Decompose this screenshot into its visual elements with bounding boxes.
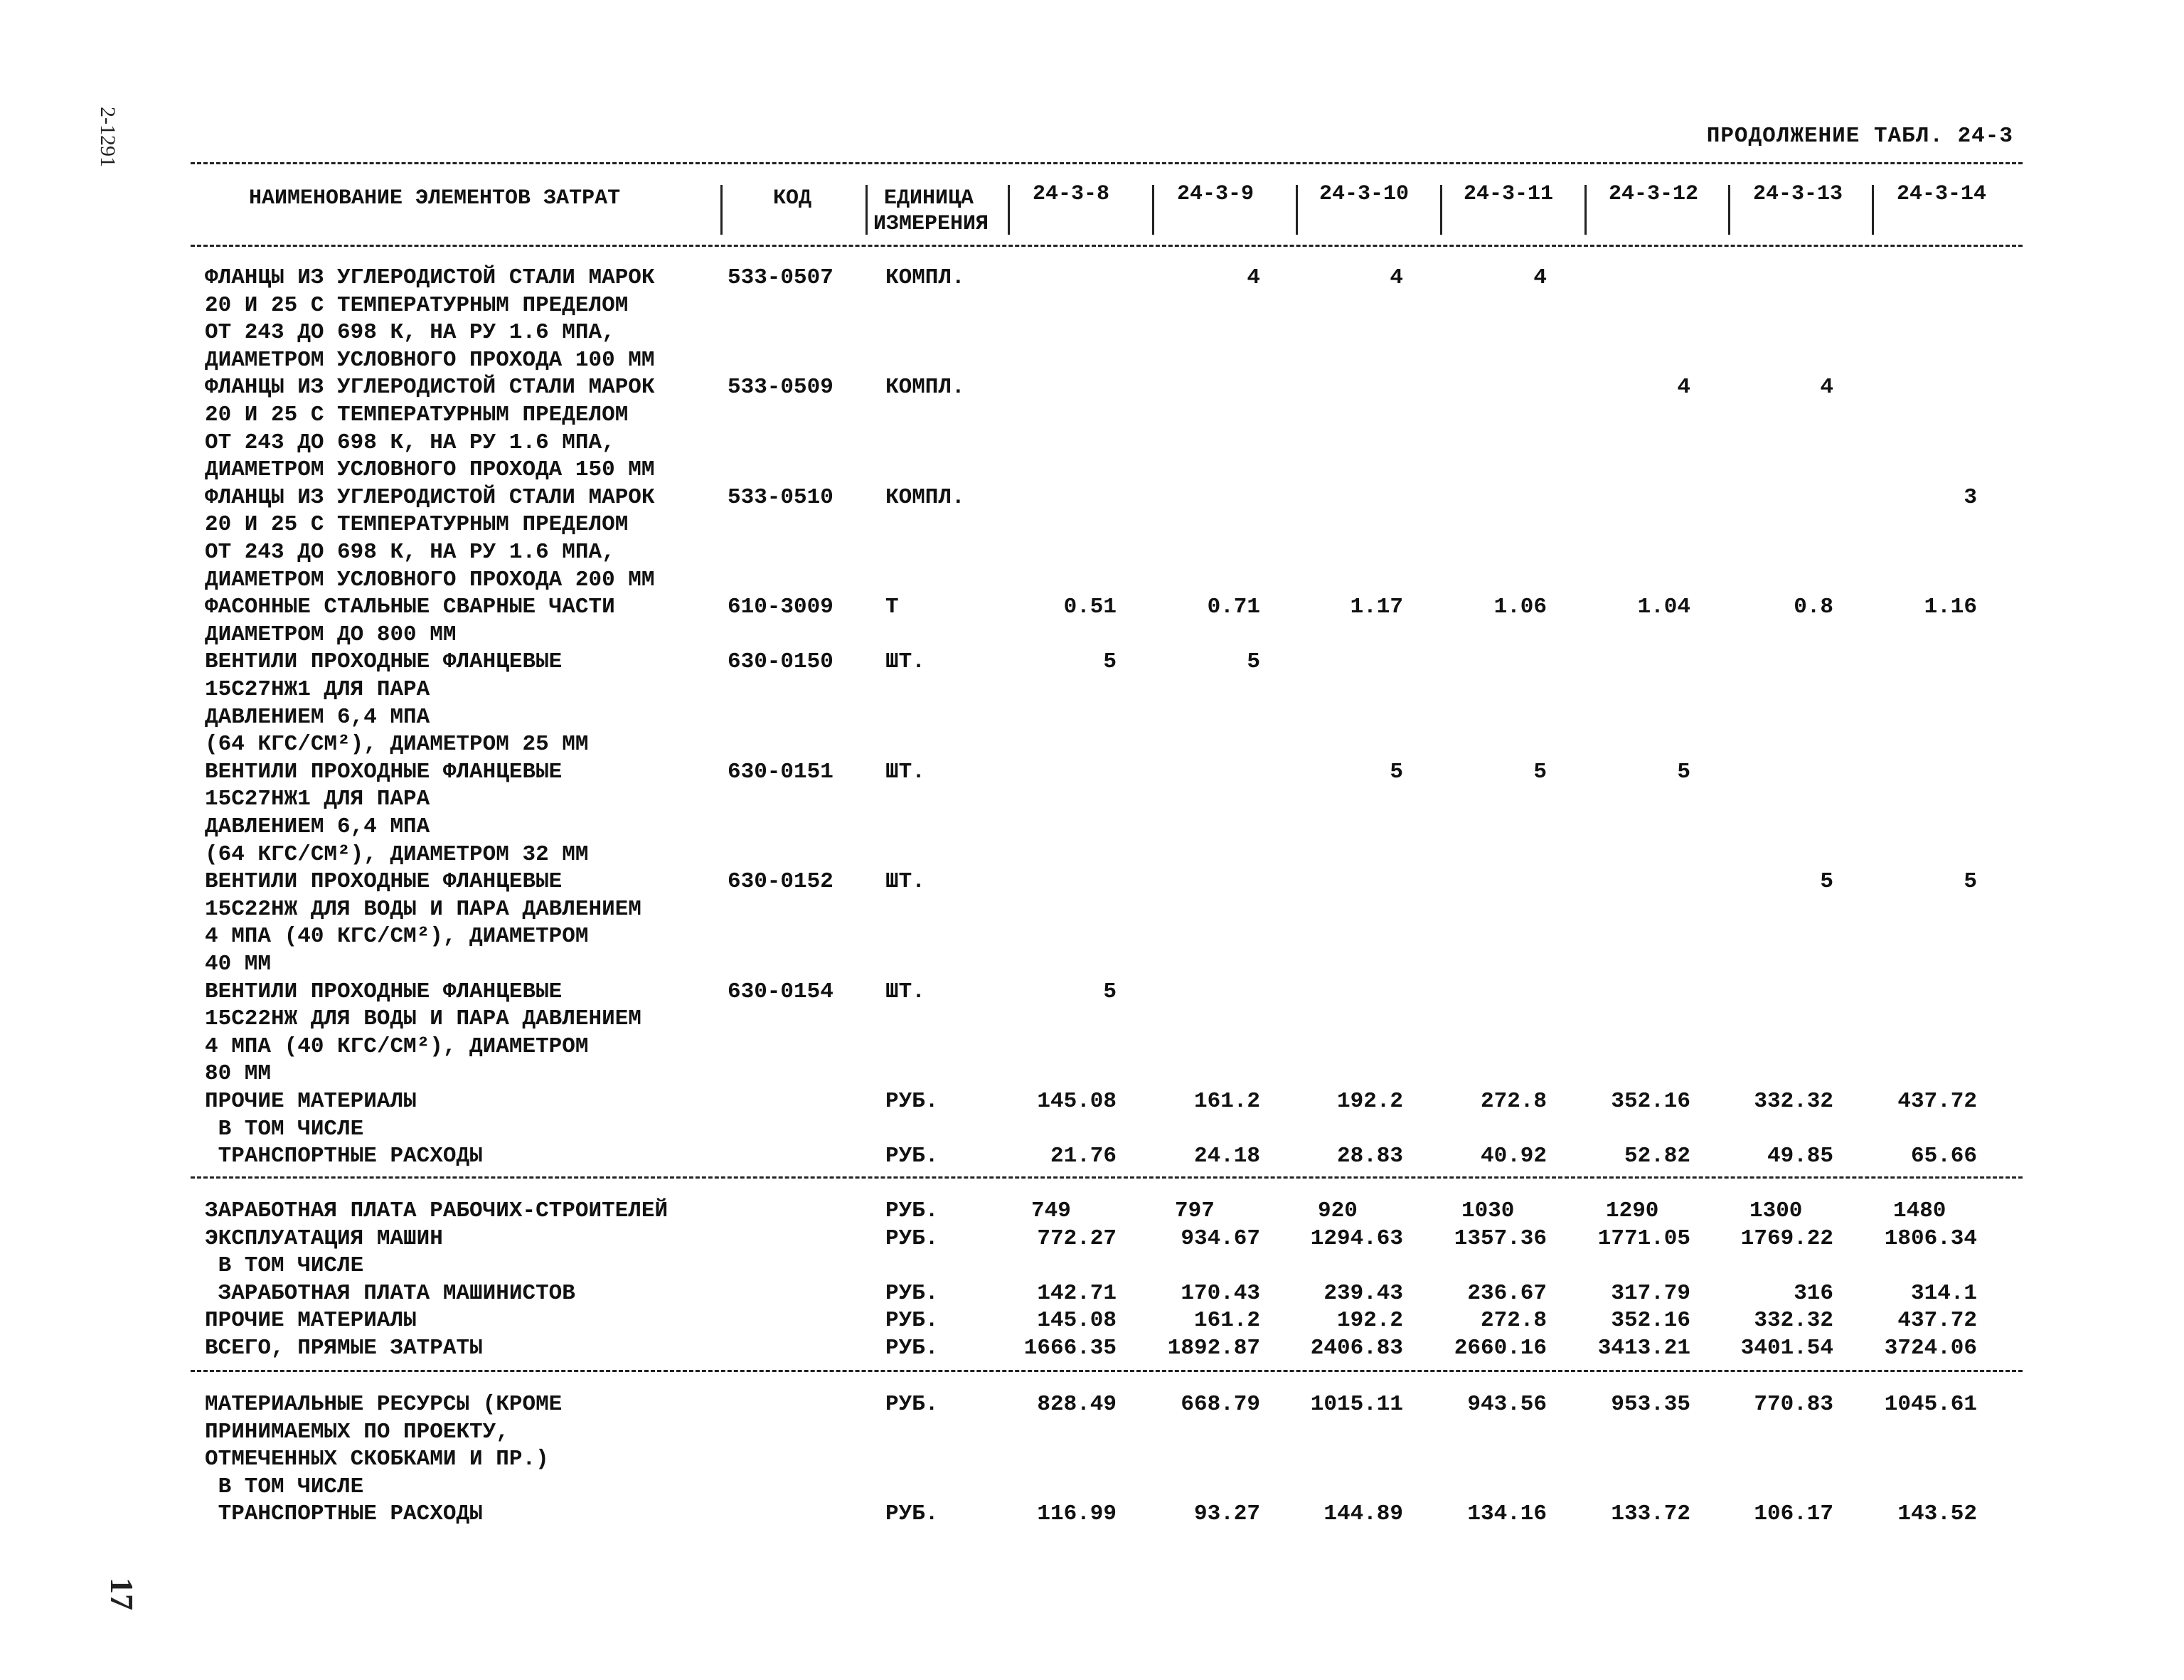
row-unit: РУБ. (885, 1280, 939, 1306)
row-value: 749 (1031, 1198, 1071, 1223)
row-value: 1290 (1606, 1198, 1659, 1223)
row-value: 316 (1794, 1280, 1833, 1306)
row-value: 52.82 (1624, 1144, 1690, 1169)
row-name-line: 20 И 25 С ТЕМПЕРАТУРНЫМ ПРЕДЕЛОМ (205, 403, 629, 427)
header-divider (1584, 185, 1587, 235)
row-value: 1045.61 (1884, 1392, 1977, 1417)
row-value: 770.83 (1754, 1392, 1833, 1417)
row-value: 236.67 (1467, 1280, 1547, 1306)
rule-header-top (191, 162, 2023, 164)
row-unit: КОМПЛ. (885, 265, 965, 290)
row-unit: ШТ. (885, 979, 925, 1004)
row-name-line: ТРАНСПОРТНЫЕ РАСХОДЫ (205, 1144, 483, 1169)
row-value: 192.2 (1336, 1308, 1403, 1334)
row-value: 3413.21 (1597, 1336, 1690, 1361)
row-value: 953.35 (1611, 1392, 1690, 1417)
row-value: 3 (1964, 484, 1977, 510)
header-col: 24-3-12 (1609, 182, 1699, 206)
row-value: 40.92 (1480, 1144, 1547, 1169)
row-value: 0.8 (1794, 595, 1833, 620)
row-value: 5 (1247, 649, 1260, 675)
row-value: 5 (1964, 869, 1977, 895)
row-code: 533-0507 (728, 265, 833, 290)
row-name-line: В ТОМ ЧИСЛЕ (205, 1474, 364, 1499)
row-value: 116.99 (1037, 1501, 1117, 1527)
row-value: 1015.11 (1310, 1392, 1403, 1417)
row-code: 533-0509 (728, 375, 833, 400)
row-value: 2406.83 (1310, 1336, 1403, 1361)
row-value: 1.17 (1350, 595, 1403, 620)
row-name-line: ДАВЛЕНИЕМ 6,4 МПА (205, 704, 430, 730)
row-value: 5 (1103, 979, 1117, 1004)
row-name-line: ОТМЕЧЕННЫХ СКОБКАМИ И ПР.) (205, 1447, 549, 1472)
row-value: 1769.22 (1740, 1226, 1833, 1251)
row-name-line: ОТ 243 ДО 698 К, НА РУ 1.6 МПА, (205, 320, 615, 346)
row-value: 4 (1533, 265, 1547, 290)
row-value: 828.49 (1037, 1392, 1117, 1417)
row-value: 0.71 (1207, 595, 1260, 620)
row-value: 1.06 (1493, 595, 1547, 620)
row-name-line: ПРИНИМАЕМЫХ ПО ПРОЕКТУ, (205, 1419, 509, 1445)
row-unit: РУБ. (885, 1501, 939, 1527)
row-value: 437.72 (1897, 1089, 1977, 1114)
header-divider (1440, 185, 1442, 235)
row-name-line: ВСЕГО, ПРЯМЫЕ ЗАТРАТЫ (205, 1336, 483, 1361)
row-name-line: 4 МПА (40 КГС/СМ²), ДИАМЕТРОМ (205, 924, 589, 950)
row-name-line: ЭКСПЛУАТАЦИЯ МАШИН (205, 1226, 443, 1251)
row-value: 133.72 (1611, 1501, 1690, 1527)
row-unit: РУБ. (885, 1198, 939, 1223)
row-value: 49.85 (1767, 1144, 1833, 1169)
row-name-line: 15С22НЖ ДЛЯ ВОДЫ И ПАРА ДАВЛЕНИЕМ (205, 896, 641, 922)
row-value: 5 (1390, 759, 1403, 785)
header-unit: ЕДИНИЦА (884, 186, 974, 211)
row-name-line: ДИАМЕТРОМ УСЛОВНОГО ПРОХОДА 200 ММ (205, 567, 655, 592)
row-value: 314.1 (1910, 1280, 1977, 1306)
row-value: 65.66 (1910, 1144, 1977, 1169)
row-unit: РУБ. (885, 1089, 939, 1114)
row-value: 352.16 (1611, 1089, 1690, 1114)
row-value: 161.2 (1193, 1089, 1260, 1114)
row-value: 3401.54 (1740, 1336, 1833, 1361)
row-name-line: ВЕНТИЛИ ПРОХОДНЫЕ ФЛАНЦЕВЫЕ (205, 649, 563, 675)
row-unit: РУБ. (885, 1308, 939, 1334)
row-name-line: 15С27НЖ1 ДЛЯ ПАРА (205, 787, 430, 812)
header-name: НАИМЕНОВАНИЕ ЭЛЕМЕНТОВ ЗАТРАТ (249, 186, 621, 211)
row-name-line: ДИАМЕТРОМ УСЛОВНОГО ПРОХОДА 150 ММ (205, 457, 655, 483)
row-name-line: 15С27НЖ1 ДЛЯ ПАРА (205, 677, 430, 702)
row-value: 21.76 (1050, 1144, 1117, 1169)
row-name-line: МАТЕРИАЛЬНЫЕ РЕСУРСЫ (КРОМЕ (205, 1392, 563, 1417)
row-value: 920 (1318, 1198, 1358, 1223)
rule-section-2 (191, 1370, 2023, 1372)
row-value: 272.8 (1480, 1089, 1547, 1114)
row-value: 28.83 (1336, 1144, 1403, 1169)
row-value: 93.27 (1193, 1501, 1260, 1527)
row-value: 2660.16 (1454, 1336, 1547, 1361)
header-divider (1872, 185, 1874, 235)
row-name-line: ВЕНТИЛИ ПРОХОДНЫЕ ФЛАНЦЕВЫЕ (205, 979, 563, 1004)
row-unit: РУБ. (885, 1392, 939, 1417)
row-value: 1030 (1461, 1198, 1515, 1223)
row-unit: КОМПЛ. (885, 375, 965, 400)
row-name-line: ПРОЧИЕ МАТЕРИАЛЫ (205, 1089, 417, 1114)
header-col: 24-3-14 (1897, 182, 1987, 206)
row-name-line: 15С22НЖ ДЛЯ ВОДЫ И ПАРА ДАВЛЕНИЕМ (205, 1006, 641, 1032)
header-col: 24-3-9 (1177, 182, 1255, 206)
row-code: 610-3009 (728, 595, 833, 620)
rule-header-bottom (191, 245, 2023, 247)
row-value: 797 (1175, 1198, 1215, 1223)
row-value: 4 (1677, 375, 1690, 400)
header-col: 24-3-10 (1319, 182, 1410, 206)
row-value: 1771.05 (1597, 1226, 1690, 1251)
row-value: 332.32 (1754, 1308, 1833, 1334)
row-value: 106.17 (1754, 1501, 1833, 1527)
row-value: 332.32 (1754, 1089, 1833, 1114)
row-value: 352.16 (1611, 1308, 1690, 1334)
row-value: 239.43 (1323, 1280, 1403, 1306)
row-name-line: ДИАМЕТРОМ ДО 800 ММ (205, 622, 457, 647)
row-name-line: 20 И 25 С ТЕМПЕРАТУРНЫМ ПРЕДЕЛОМ (205, 512, 629, 538)
page-number: 17 (104, 1578, 140, 1610)
row-value: 1892.87 (1167, 1336, 1260, 1361)
row-name-line: (64 КГС/СМ²), ДИАМЕТРОМ 25 ММ (205, 732, 589, 757)
header-col: 24-3-13 (1753, 182, 1843, 206)
row-name-line: ДАВЛЕНИЕМ 6,4 МПА (205, 814, 430, 839)
row-name-line: ОТ 243 ДО 698 К, НА РУ 1.6 МПА, (205, 540, 615, 565)
header-divider (865, 185, 868, 235)
row-value: 668.79 (1181, 1392, 1260, 1417)
row-name-line: ФЛАНЦЫ ИЗ УГЛЕРОДИСТОЙ СТАЛИ МАРОК (205, 265, 655, 290)
header-divider (1152, 185, 1154, 235)
row-code: 630-0151 (728, 759, 833, 785)
row-name-line: ФЛАНЦЫ ИЗ УГЛЕРОДИСТОЙ СТАЛИ МАРОК (205, 375, 655, 400)
row-name-line: ОТ 243 ДО 698 К, НА РУ 1.6 МПА, (205, 430, 615, 455)
row-unit: РУБ. (885, 1336, 939, 1361)
row-value: 134.16 (1467, 1501, 1547, 1527)
row-value: 1357.36 (1454, 1226, 1547, 1251)
header-unit-line2: ИЗМЕРЕНИЯ (873, 212, 989, 236)
row-name-line: В ТОМ ЧИСЛЕ (205, 1253, 364, 1279)
row-unit: ШТ. (885, 759, 925, 785)
row-name-line: В ТОМ ЧИСЛЕ (205, 1116, 364, 1142)
row-value: 772.27 (1037, 1226, 1117, 1251)
row-value: 272.8 (1480, 1308, 1547, 1334)
row-value: 934.67 (1181, 1226, 1260, 1251)
row-value: 1480 (1893, 1198, 1946, 1223)
row-value: 1806.34 (1884, 1226, 1977, 1251)
row-value: 317.79 (1611, 1280, 1690, 1306)
row-unit: КОМПЛ. (885, 484, 965, 510)
row-code: 630-0152 (728, 869, 833, 895)
row-value: 192.2 (1336, 1089, 1403, 1114)
row-unit: Т (885, 595, 899, 620)
row-name-line: ДИАМЕТРОМ УСЛОВНОГО ПРОХОДА 100 ММ (205, 347, 655, 373)
header-divider (1296, 185, 1298, 235)
row-value: 145.08 (1037, 1089, 1117, 1114)
row-value: 1300 (1749, 1198, 1803, 1223)
rule-section-1 (191, 1176, 2023, 1179)
row-value: 5 (1677, 759, 1690, 785)
row-code: 630-0150 (728, 649, 833, 675)
row-value: 4 (1247, 265, 1260, 290)
header-col: 24-3-8 (1033, 182, 1110, 206)
row-value: 1294.63 (1310, 1226, 1403, 1251)
row-name-line: ЗАРАБОТНАЯ ПЛАТА МАШИНИСТОВ (205, 1280, 575, 1306)
row-value: 1666.35 (1023, 1336, 1117, 1361)
row-code: 533-0510 (728, 484, 833, 510)
row-value: 5 (1533, 759, 1547, 785)
header-code: КОД (773, 186, 812, 211)
row-value: 161.2 (1193, 1308, 1260, 1334)
row-value: 4 (1820, 375, 1833, 400)
row-name-line: ПРОЧИЕ МАТЕРИАЛЫ (205, 1308, 417, 1334)
row-value: 1.16 (1924, 595, 1977, 620)
row-value: 0.51 (1063, 595, 1117, 620)
row-name-line: ЗАРАБОТНАЯ ПЛАТА РАБОЧИХ-СТРОИТЕЛЕЙ (205, 1198, 668, 1223)
row-name-line: 40 ММ (205, 952, 272, 977)
row-name-line: ВЕНТИЛИ ПРОХОДНЫЕ ФЛАНЦЕВЫЕ (205, 759, 563, 785)
row-unit: РУБ. (885, 1226, 939, 1251)
row-name-line: 80 ММ (205, 1061, 272, 1087)
header-divider (720, 185, 723, 235)
row-value: 145.08 (1037, 1308, 1117, 1334)
row-name-line: 20 И 25 С ТЕМПЕРАТУРНЫМ ПРЕДЕЛОМ (205, 292, 629, 318)
row-value: 24.18 (1193, 1144, 1260, 1169)
header-divider (1728, 185, 1730, 235)
row-name-line: 4 МПА (40 КГС/СМ²), ДИАМЕТРОМ (205, 1033, 589, 1059)
row-name-line: ТРАНСПОРТНЫЕ РАСХОДЫ (205, 1501, 483, 1527)
row-unit: ШТ. (885, 869, 925, 895)
row-name-line: ВЕНТИЛИ ПРОХОДНЫЕ ФЛАНЦЕВЫЕ (205, 869, 563, 895)
row-name-line: ФАСОННЫЕ СТАЛЬНЫЕ СВАРНЫЕ ЧАСТИ (205, 595, 615, 620)
row-value: 4 (1390, 265, 1403, 290)
row-value: 5 (1103, 649, 1117, 675)
row-name-line: (64 КГС/СМ²), ДИАМЕТРОМ 32 ММ (205, 841, 589, 867)
row-value: 3724.06 (1884, 1336, 1977, 1361)
row-code: 630-0154 (728, 979, 833, 1004)
row-value: 144.89 (1323, 1501, 1403, 1527)
row-value: 143.52 (1897, 1501, 1977, 1527)
document-code: 2-1291 (96, 107, 119, 167)
header-col: 24-3-11 (1464, 182, 1554, 206)
row-value: 437.72 (1897, 1308, 1977, 1334)
row-value: 5 (1820, 869, 1833, 895)
table-continuation-title: ПРОДОЛЖЕНИЕ ТАБЛ. 24-3 (1706, 124, 2013, 149)
row-name-line: ФЛАНЦЫ ИЗ УГЛЕРОДИСТОЙ СТАЛИ МАРОК (205, 484, 655, 510)
row-value: 1.04 (1637, 595, 1690, 620)
header-divider (1008, 185, 1010, 235)
row-unit: ШТ. (885, 649, 925, 675)
row-value: 142.71 (1037, 1280, 1117, 1306)
row-unit: РУБ. (885, 1144, 939, 1169)
row-value: 943.56 (1467, 1392, 1547, 1417)
row-value: 170.43 (1181, 1280, 1260, 1306)
